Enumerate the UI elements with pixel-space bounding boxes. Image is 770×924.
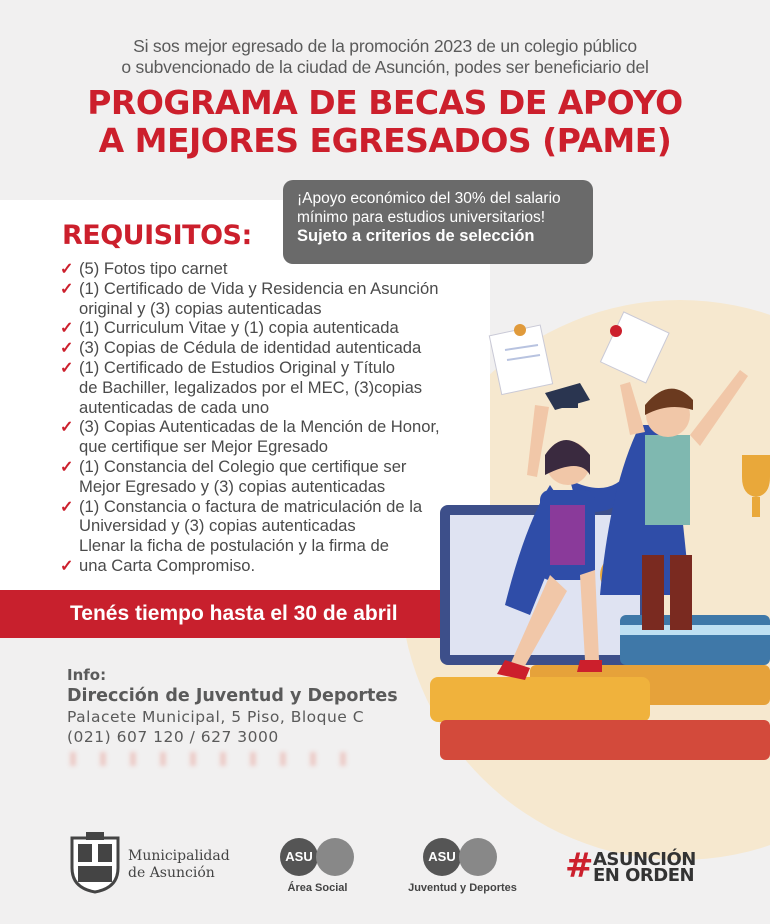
- requirement-text: Universidad y (3) copias autenticadas: [79, 516, 356, 536]
- info-address: Palacete Municipal, 5 Piso, Bloque C: [67, 708, 365, 726]
- municipality-name: [128, 848, 230, 882]
- requirement-text: (1) Certificado de Vida y Residencia en Asunción: [79, 278, 439, 298]
- requirement-text: original y (3) copias autenticadas: [79, 298, 322, 318]
- muni-line-1: Municipalidad: [128, 848, 230, 864]
- check-icon: ✓: [60, 280, 74, 298]
- requirement-text: (3) Copias Autenticadas de la Mención de Honor,: [79, 417, 440, 437]
- area-social-label: Área Social: [287, 882, 348, 894]
- requirement-item: [60, 358, 460, 378]
- program-title: [0, 84, 770, 160]
- graduates-illustration: [420, 305, 770, 765]
- requirement-text: Llenar la ficha de postulación y la firma de: [79, 536, 389, 556]
- contact-info: [67, 665, 398, 747]
- requirement-text: una Carta Compromiso.: [79, 555, 256, 575]
- footer-logos: [0, 820, 770, 924]
- check-icon: ✓: [60, 320, 74, 338]
- callout-line-2: mínimo para estudios universitarios!: [297, 209, 546, 226]
- info-phone: (021) 607 120 / 627 3000: [67, 728, 279, 746]
- hashtag-line-1: ASUNCIÓN: [593, 849, 696, 870]
- title-line-1: PROGRAMA DE BECAS DE APOYO: [87, 83, 683, 122]
- hashtag-symbol: #: [565, 846, 593, 886]
- requirement-item: [60, 516, 460, 536]
- check-icon: ✓: [60, 419, 74, 437]
- check-icon: ✓: [60, 557, 74, 575]
- check-icon: ✓: [60, 340, 74, 358]
- callout-line-3: Sujeto a criterios de selección: [297, 227, 535, 245]
- graduation-cap-icon: [545, 383, 590, 410]
- intro-text: [0, 36, 770, 78]
- requirement-text: Mejor Egresado y (3) copias autenticadas: [79, 476, 386, 496]
- requirement-item: [60, 457, 460, 477]
- hashtag-line-2: EN ORDEN: [593, 865, 695, 886]
- requirement-text: (5) Fotos tipo carnet: [79, 259, 228, 278]
- check-icon: ✓: [60, 261, 74, 278]
- requirement-item: [60, 437, 460, 457]
- requirement-text: autenticadas de cada uno: [79, 397, 270, 417]
- requirement-item: [60, 536, 460, 556]
- intro-line-1: Si sos mejor egresado de la promoción 2023 de un colegio público: [133, 36, 637, 56]
- diploma-icon: [601, 312, 670, 383]
- asu-logo-area-social: ASU: [280, 838, 318, 876]
- municipality-crest-icon: [68, 832, 122, 894]
- requirement-text: (3) Copias de Cédula de identidad autenticada: [79, 338, 422, 358]
- requirement-text: (1) Curriculum Vitae y (1) copia autenticada: [79, 318, 399, 338]
- trophy-icon: [742, 455, 770, 517]
- muni-line-2: de Asunción: [128, 865, 215, 881]
- requirement-item: [60, 279, 460, 299]
- check-icon: ✓: [60, 359, 74, 377]
- juventud-label: Juventud y Deportes: [408, 882, 517, 894]
- requirement-item: [60, 338, 460, 358]
- callout-line-1: ¡Apoyo económico del 30% del salario: [297, 190, 561, 207]
- requirement-text: (1) Constancia del Colegio que certifique ser: [79, 456, 407, 476]
- requirement-text: de Bachiller, legalizados por el MEC, (3)copias: [79, 377, 423, 397]
- requirement-item: [60, 497, 460, 517]
- info-label: Info:: [67, 666, 107, 684]
- requirement-text: que certifique ser Mejor Egresado: [79, 437, 329, 457]
- requirement-item: [60, 417, 460, 437]
- info-department: Dirección de Juventud y Deportes: [67, 686, 398, 706]
- requirement-item: [60, 398, 460, 418]
- diploma-icon: [489, 324, 552, 395]
- requirement-text: (1) Constancia o factura de matriculación de la: [79, 496, 423, 516]
- sports-icon: [459, 838, 497, 876]
- check-icon: ✓: [60, 458, 74, 476]
- asu-logo-juventud: ASU: [423, 838, 461, 876]
- blurred-contact-line: [70, 752, 370, 766]
- requirements-list: [60, 259, 460, 576]
- requirement-item: [60, 259, 460, 279]
- requirement-item: [60, 299, 460, 319]
- requirement-text: (1) Certificado de Estudios Original y Título: [79, 357, 396, 377]
- check-icon: ✓: [60, 498, 74, 516]
- requirement-item: [60, 477, 460, 497]
- deadline-banner: Tenés tiempo hasta el 30 de abril: [0, 590, 488, 638]
- requirements-heading: REQUISITOS:: [62, 220, 252, 251]
- requirement-item: [60, 318, 460, 338]
- requirement-item: [60, 556, 460, 576]
- intro-line-2: o subvencionado de la ciudad de Asunción, podes ser beneficiario del: [121, 57, 649, 77]
- boy-graduate: [600, 370, 748, 630]
- people-icon: [316, 838, 354, 876]
- title-line-2: A MEJORES EGRESADOS (PAME): [98, 121, 672, 160]
- requirement-item: [60, 378, 460, 398]
- support-callout: [283, 180, 593, 264]
